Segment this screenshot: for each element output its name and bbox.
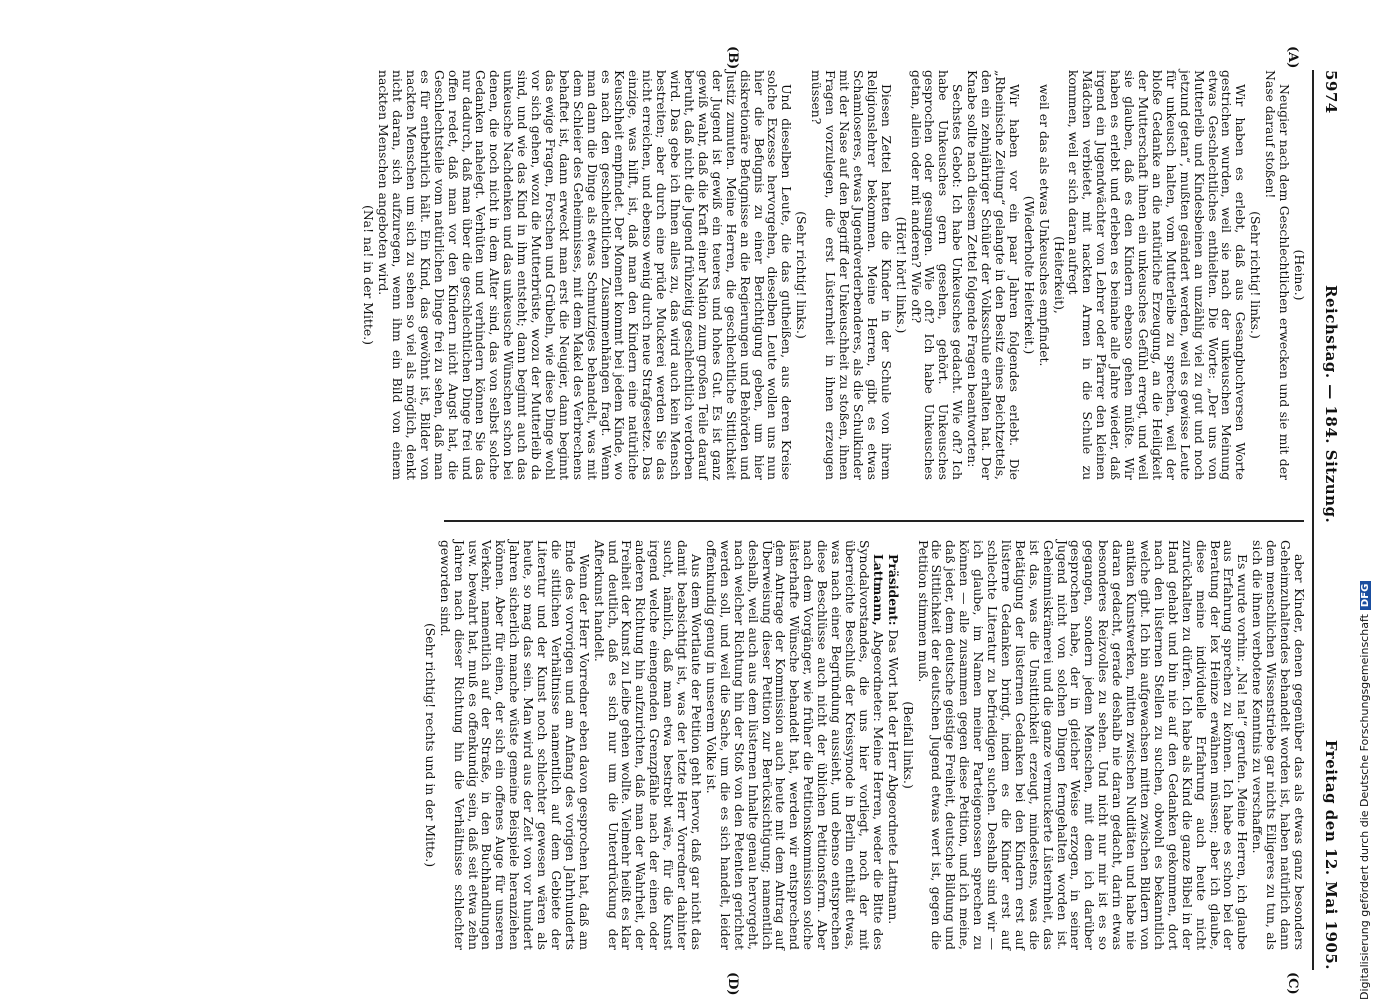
paragraph-text: (Sehr richtig! links.) <box>794 211 810 339</box>
dfg-logo: DFG <box>1360 581 1371 610</box>
left-paragraph <box>894 70 908 480</box>
header-rule <box>1312 70 1314 970</box>
paragraph-text: Wir haben vor ein paar Jahren folgendes erlebt. Die „Rheinische Zeitung“ gelangte in den Besitz eines Beichtzettels, den ein zehnjähriger Schüler der Volksschule erhalten hat. Der Knabe sollte nach diesem Zettel folgende Fragen beantworten: <box>965 70 1022 480</box>
paragraph-text: weil er das als etwas Unkeusches empfindet. <box>1036 84 1052 367</box>
paragraph-text: (Sehr richtig! links.) <box>1248 211 1264 339</box>
left-paragraph <box>1052 70 1066 480</box>
speaker-name: Präsident: <box>885 554 901 626</box>
paragraph-text: Und dieselben Leute, die das gutheißen, aus deren Kreise solche Exzesse hervorgehen, dieselben Leute wollen uns nun hier die Befugnis zu einer Berichtigung geben, um hier diskretionäre Befugnisse an die Regierungen und Behörden und Justiz zumuten. Meine Herren, die geschlechtliche Sittlichkeit der Jugend ist gewiß ein teueres und hohes Gut. Es ist ganz gewiß wahr, daß die Kraft einer Nation zum großen Teile darauf beruht, daß nicht die Jugend frühzeitig geschlechtlich verdorben wird. Das gebe ich Ihnen alles zu, das wird auch kein Mensch bestreiten; aber durch eine prüde Muckerei werden Sie das nicht erreichen, und ebenso wenig durch neue Strafgesetze. Das einzige, was hilft, ist, daß man den Kindern eine natürliche Keuschheit empfindet. Der Moment kommt bei jedem Kinde, wo es nach den geschlechtlichen Zusammenhängen fragt. Wenn man dann die Dinge als etwas Schmutziges behandelt, was mit dem Schleier des Geheimnisses, mit dem Makel des Verbrechens behaftet ist, dann erweckt man erst die Neugier, dann beginnt das ewige Fragen, Forschen und Grübeln, wie diese Dinge wohl vor sich gehen, wozu die Mutterbrüste, wozu der Mutterleib da sind, und wie das Kind in ihm entsteht; dann beginnt auch das unkeusche Nachdenken und das unkeusche Wünschen schon bei denen, die noch nicht in dem Alter sind, das von selbst solche Gedanken nahelegt. Verhüten und verhindern können Sie das nur dadurch, daß man über die geschlechtlichen Dinge frei und offen redet, daß man vor den Kindern nicht Angst hat, die Geschlechtsteile vom natürlichen Dinge frei zu sehen, daß man es für entbehrlich hält. Ein Kind, das gewöhnt ist, Bilder von nackten Menschen um sich zu sehen so viel als möglich, denkt nicht daran, sich aufzuregen, wenn ihm ein Bild von einem nackten Menschen angeboten wird. <box>376 70 795 480</box>
right-paragraph <box>592 540 703 950</box>
right-paragraph <box>916 540 1250 950</box>
right-paragraph <box>1250 540 1306 950</box>
running-head <box>1316 70 1340 970</box>
credit-text: Digitalisierung gefördert durch die Deutsche Forschungsgemeinschaft <box>1358 614 1371 1000</box>
left-paragraph <box>1037 70 1051 480</box>
paragraph-text: (Heine.) <box>1292 249 1307 301</box>
left-paragraph <box>1022 70 1036 480</box>
left-paragraph <box>965 70 1021 480</box>
right-column <box>422 540 1306 950</box>
paragraph-text: Wir haben es erlebt, daß aus Gesangbuchversen Worte gestrichen wurden, weil sie nach der unkeuschen Meinung etwas Geschlechtliches enthielten. Die Worte: „Der uns von Mutterleib und Kindesbeinen an unzählig viel zu gut und noch jetzund getan“, mußten geändert werden, weil es gewisse Leute für unkeusch halten, vom Mutterleibe zu sprechen, weil der bloße Gedanke an die natürliche Erzeugung, an die Heiligkeit der Mutterschaft ihnen ein unkeusches Gefühl erregt, und weil sie glauben, daß es den Kindern ebenso gehen müßte. Wir haben es erlebt und erleben es beinahe alle Jahre wieder, daß irgend ein Jugendwächter von Lehrer oder Pfarrer den kleinen Mädchen verbietet, mit nackten Armen in die Schule zu kommen, weil er sich daran aufregt <box>1066 70 1249 480</box>
margin-letter-b: (B) <box>725 46 740 70</box>
left-paragraph <box>361 70 375 480</box>
right-paragraph <box>901 540 915 950</box>
margin-letter-c: (C) <box>1285 972 1300 995</box>
running-title: Reichstag. — 184. Sitzung. <box>1322 285 1340 524</box>
left-paragraph <box>1067 70 1248 480</box>
digitization-credit <box>1358 560 1378 1000</box>
paragraph-text: (Hört! hört! links.) <box>893 216 909 334</box>
margin-letter-d: (D) <box>725 972 740 996</box>
left-paragraph <box>1263 70 1291 480</box>
left-paragraph <box>1292 70 1306 480</box>
paragraph-text: (Wiederholte Heiterkeit.) <box>1021 195 1037 355</box>
margin-letter-a: (A) <box>1285 46 1300 69</box>
right-paragraph <box>438 540 591 950</box>
paragraph-text: Es wurde vorhin: „Na! na!“ gerufen. Meine Herren, ich glaube aus Erfahrung sprechen zu können. Ich habe es schon bei der Beratung der lex Heinze erwähnen müssen; aber ich glaube, diese meine individuelle Erfahrung auch heute nicht zurückhalten zu dürfen. Ich habe als Kind die ganze Bibel in der Hand gehabt und bin nie auf den Gedanken gekommen, dort nach den lüsternen Stellen zu suchen, obwohl es bekanntlich welche gibt. Ich bin aufgewachsen mitten zwischen Bildern von antiken Kunstwerken, mitten zwischen Nuditäten und habe nie daran gedacht, gerade deshalb nie daran gedacht, darin etwas besonderes Reizvolles zu sehen. Und nicht nur mir ist es so gegangen, sondern jedem Menschen, mit dem ich darüber gesprochen habe, der in gleicher Weise erzogen, in seiner Jugend nicht von solchen Dingen ferngehalten worden ist. Geheimniskrämerei und die ganze vermuckerte Lüsternheit, das ist das, was die Unsittlichkeit erzeugt, mindestens, was die Betätigung der lüsternen Gedanken bei den Kindern erst auf lüsterne Gedanken bringt, indem es die Kinder erst auf schlechte Literatur zu befriedigen suchen. Deshalb sind wir — ich glaube, im Namen meiner Parteigenossen sprechen zu können — alle zusammen gegen diese Petition, und ich meine, daß jeder, dem deutsche geistige Freiheit, deutsche Bildung und die Sittlichkeit der deutschen Jugend etwas wert ist, gegen die Petition stimmen muß. <box>915 540 1251 950</box>
left-paragraph <box>1248 70 1262 480</box>
left-paragraph <box>376 70 793 480</box>
left-paragraph <box>809 70 892 480</box>
paragraph-text: (Beifall links.) <box>900 701 916 789</box>
left-paragraph <box>909 70 965 480</box>
speaker-name: Lattmann, <box>870 554 886 626</box>
paragraph-text: Sechstes Gebot: Ich habe Unkeusches gedacht. Wie oft? Ich habe Unkeusches gern gesehen, gehört. Unkeusches gesprochen oder gesungen. Wie oft? Ich habe Unkeusches getan, allein oder mit anderen? Wie oft? <box>908 70 966 480</box>
left-column <box>360 70 1306 480</box>
paragraph-text: Wenn der Herr Vorredner eben davon gesprochen hat, daß am Ende des vorvorigen und am Anfang des vorigen Jahrhunderts die sittlichen Verhältnisse namentlich auf dem Gebiete der Literatur und der Kunst noch schlechter gewesen wären als heute, so mag das sein. Man wird aus der Zeit von vor hundert Jahren sicherlich manche wüste gemeine Beispiele heranziehen können. Aber für einen, der sich ein offenes Auge für unseren Verkehr, namentlich auf der Straße, in den Buchhandlungen usw. bewahrt hat, muß es offenkundig sein, daß seit etwa zehn Jahren nach dieser Richtung hin die Verhältnisse schlechter geworden sind. <box>437 540 592 950</box>
paragraph-text: Diesen Zettel hatten die Kinder in der Schule von ihrem Religionslehrer bekommen. Meine Herren, gibt es etwas Schamloseres, etwas Jugendverderbenderes, als die Schulkinder mit der Nase auf den Begriff der Unkeuschheit zu stoßen, ihnen Fragen vorzulegen, die erst Lüsternheit in ihnen erzeugen müssen? <box>809 70 894 480</box>
paragraph-text: (Heiterkeit), <box>1051 236 1067 314</box>
paragraph-text: Aus dem Wortlaute der Petition geht hervor, daß gar nicht das damit beabsichtigt ist, was der letzte Herr Vorredner dahinter sucht, nämlich, daß man etwa bestrebt wäre, für die Kunst irgend welche einengenden Grenzpfähle nach der einen oder anderen Richtung hin aufzurichten, daß man der Wahrheit, der Freiheit der Kunst zu Leibe gehen wollte. Vielmehr heißt es klar und deutlich, daß es sich nur um die Unterdrückung der Afterkunst handelt. <box>591 540 705 950</box>
right-paragraph <box>423 540 437 950</box>
right-paragraph <box>886 540 900 950</box>
column-divider <box>444 520 1304 522</box>
paragraph-text: Das Wort hat der Herr Abgeordnete Lattmann. <box>885 629 901 925</box>
right-paragraph <box>704 540 885 950</box>
page-number: 5974 <box>1322 70 1340 114</box>
paragraph-text: (Sehr richtig! rechts und in der Mitte.) <box>422 622 438 868</box>
paragraph-text: aber Kinder, denen gegenüber das als etwas ganz besonders Geheimzuhaltendes behandelt worden ist, haben natürlich dann dem menschlichen Wissenstriebe gar nichts Eiligeres zu tun, als sich die ihnen verbotene Kenntnis zu verschaffen. <box>1250 540 1307 950</box>
paragraph-text: Neugier nach dem Geschlechtlichen erwecken und sie mit der Nase darauf stoßen! <box>1263 70 1293 480</box>
paragraph-text: (Na! na! in der Mitte.) <box>361 205 377 345</box>
session-date: Freitag den 12. Mai 1905. <box>1322 739 1340 970</box>
left-paragraph <box>794 70 808 480</box>
paragraph-text: Abgeordneter: Meine Herren, weder die Bitte des Synodalvorstandes, die uns hier vorliegt, noch der mit überreichte Beschluß der Kreissynode in Berlin enthält etwas, was nach einer Begründung aussieht, und ebenso entsprechen diese Beschlüsse auch nicht der üblichen Petitionsform. Aber nach dem Vorgänger, wie früher die Petitionskommission solche lästerhafte Wünsche behandelt hat, werden wir entsprechend dem Antrage der Kommission auch heute mit dem Antrag auf Überweisung dieser Petition zur Berücksichtigung; namentlich deshalb, weil auch aus dem lüsternen Inhalte genau hervorgeht, nach welcher Richtung hin der Stoß von den Petenten gerichtet werden soll, und weil die Sache, um die es sich handelt, leider offenkundig genug in unserem Volke ist. <box>703 540 886 950</box>
rotated-document <box>90 46 1340 996</box>
